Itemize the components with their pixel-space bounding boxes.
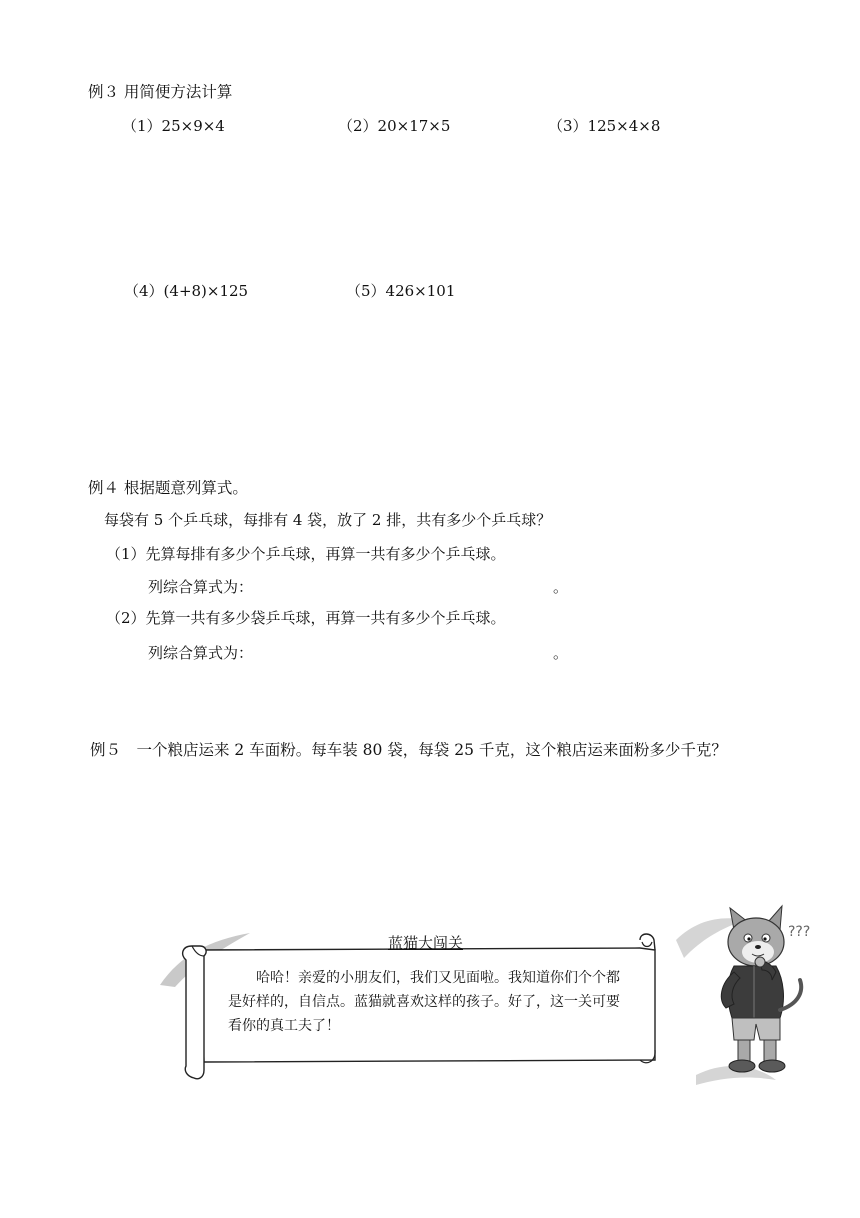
blue-cat-illustration bbox=[676, 900, 846, 1090]
method-2-formula-line bbox=[148, 643, 568, 663]
formula-label: 列综合算式为： bbox=[148, 578, 254, 596]
problem-1: （1）25×9×4 bbox=[122, 117, 225, 135]
example-4-question: 每袋有 5 个乒乓球，每排有 4 袋，放了 2 排，共有多少个乒乓球？ bbox=[104, 511, 552, 529]
formula-end: 。 bbox=[553, 578, 569, 596]
problem-2: （2）20×17×5 bbox=[338, 117, 451, 135]
problem-5: （5）426×101 bbox=[346, 282, 456, 300]
scroll-body-text: 哈哈！亲爱的小朋友们，我们又见面啦。我知道你们个个都是好样的，自信点。蓝猫就喜欢这样的孩子。好了，这一关可要看你的真工夫了！ bbox=[228, 970, 620, 1034]
example-4-title: 例４ 根据题意列算式。 bbox=[88, 479, 248, 497]
problem-3: （3）125×4×8 bbox=[548, 117, 661, 135]
method-1-formula-line bbox=[148, 577, 568, 597]
formula-end: 。 bbox=[553, 644, 569, 662]
problem-4: （4）(4+8)×125 bbox=[124, 282, 249, 300]
method-2: （2）先算一共有多少袋乒乓球，再算一共有多少个乒乓球。 bbox=[106, 609, 506, 627]
question-marks: ??? bbox=[788, 924, 811, 940]
example-3-title: 例３ 用简便方法计算 bbox=[88, 83, 233, 101]
scroll-title: 蓝猫大闯关 bbox=[388, 934, 464, 952]
method-1: （1）先算每排有多少个乒乓球，再算一共有多少个乒乓球。 bbox=[106, 545, 506, 563]
example-5: 例５ 一个粮店运来 2 车面粉。每车装 80 袋，每袋 25 千克，这个粮店运来面粉多少千克？ bbox=[90, 741, 727, 759]
formula-label: 列综合算式为： bbox=[148, 644, 254, 662]
